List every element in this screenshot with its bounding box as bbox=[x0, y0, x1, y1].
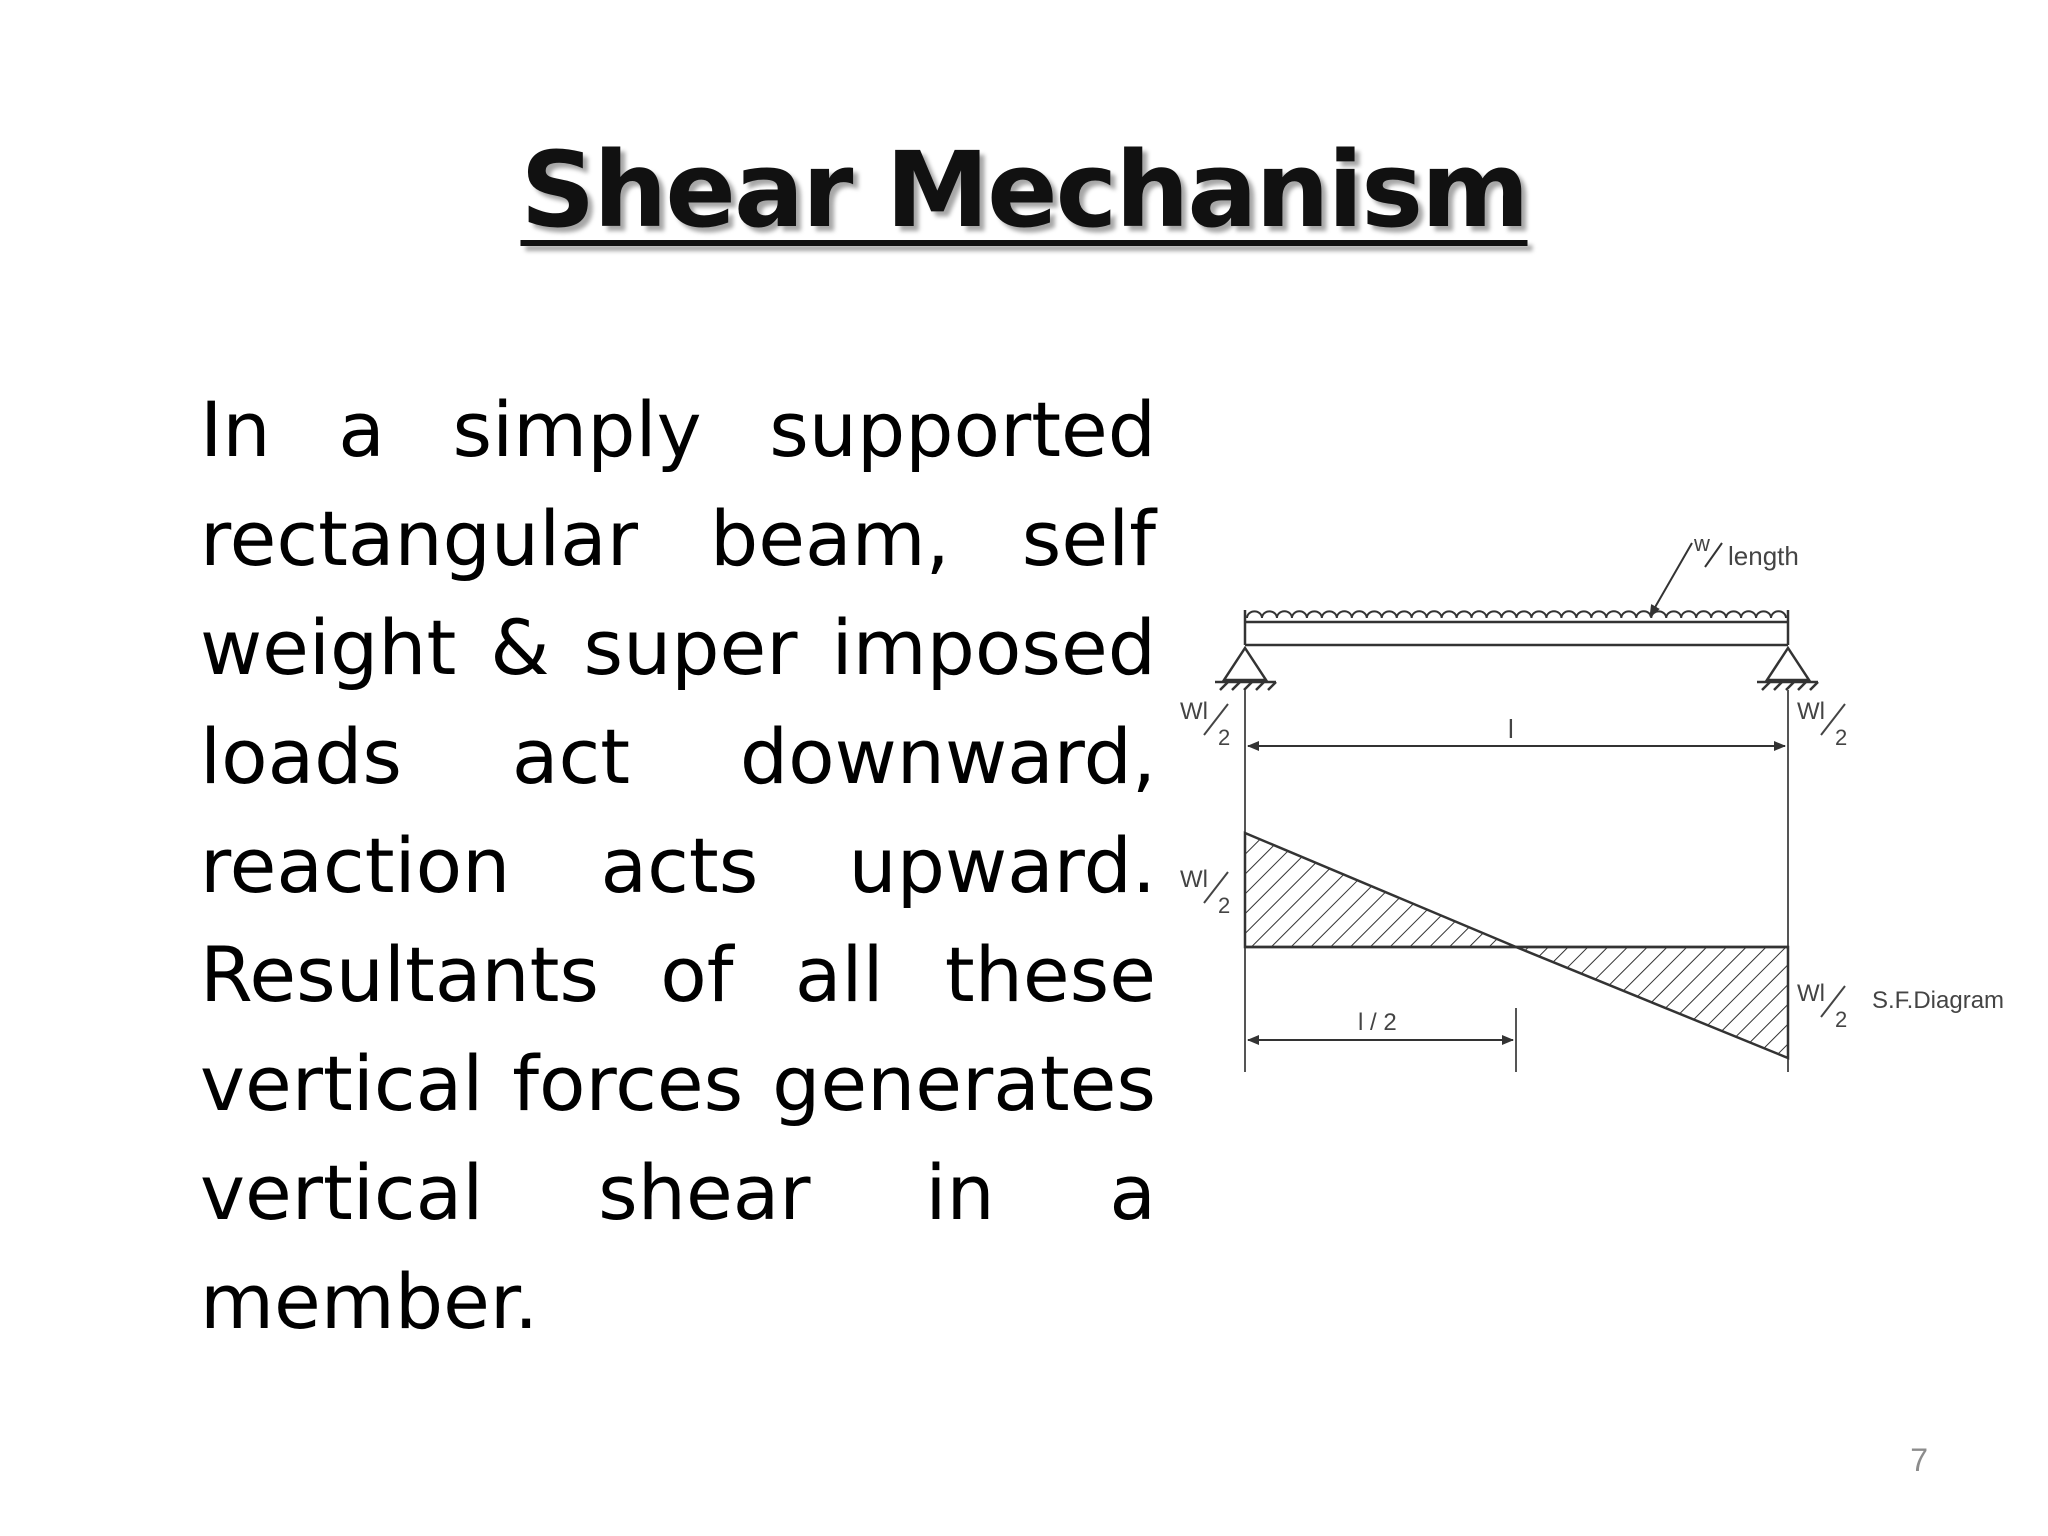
svg-text:Wl: Wl bbox=[1797, 980, 1825, 1007]
slide-body-text: In a simply supported rectangular beam, self weight & super imposed loads act downward, reaction acts upward. Resultants of all these vertical forces generates vertical shear in a member. bbox=[200, 385, 1156, 1346]
svg-text:2: 2 bbox=[1835, 1007, 1848, 1032]
svg-text:Wl: Wl bbox=[1797, 698, 1825, 725]
sf-right-label bbox=[1797, 980, 2004, 1032]
load-label bbox=[1650, 531, 1799, 616]
right-support bbox=[1757, 648, 1818, 690]
shear-force-diagram bbox=[1170, 520, 2048, 1080]
svg-text:Wl: Wl bbox=[1180, 866, 1208, 893]
sf-left-label bbox=[1180, 866, 1230, 918]
page-number: 7 bbox=[1910, 1442, 1928, 1478]
svg-text:Wl: Wl bbox=[1180, 698, 1208, 725]
svg-text:2: 2 bbox=[1835, 725, 1848, 750]
load-scallop-line bbox=[1247, 611, 1786, 618]
half-span-label: l / 2 bbox=[1358, 1009, 1397, 1036]
distributed-load bbox=[1247, 611, 1786, 618]
slide-title-text: Shear Mechanism bbox=[520, 129, 1528, 251]
left-support bbox=[1215, 648, 1276, 690]
half-span-dimension bbox=[1248, 1008, 1516, 1072]
span-label: l bbox=[1508, 714, 1514, 744]
svg-text:2: 2 bbox=[1218, 893, 1231, 918]
slide-title bbox=[0, 120, 2048, 260]
load-label-w: w bbox=[1694, 531, 1710, 556]
load-label-length: length bbox=[1728, 541, 1799, 571]
reaction-right-label bbox=[1797, 698, 1847, 750]
svg-text:2: 2 bbox=[1218, 725, 1231, 750]
reaction-left-label bbox=[1180, 698, 1230, 750]
sf-caption: S.F.Diagram bbox=[1872, 987, 2005, 1014]
